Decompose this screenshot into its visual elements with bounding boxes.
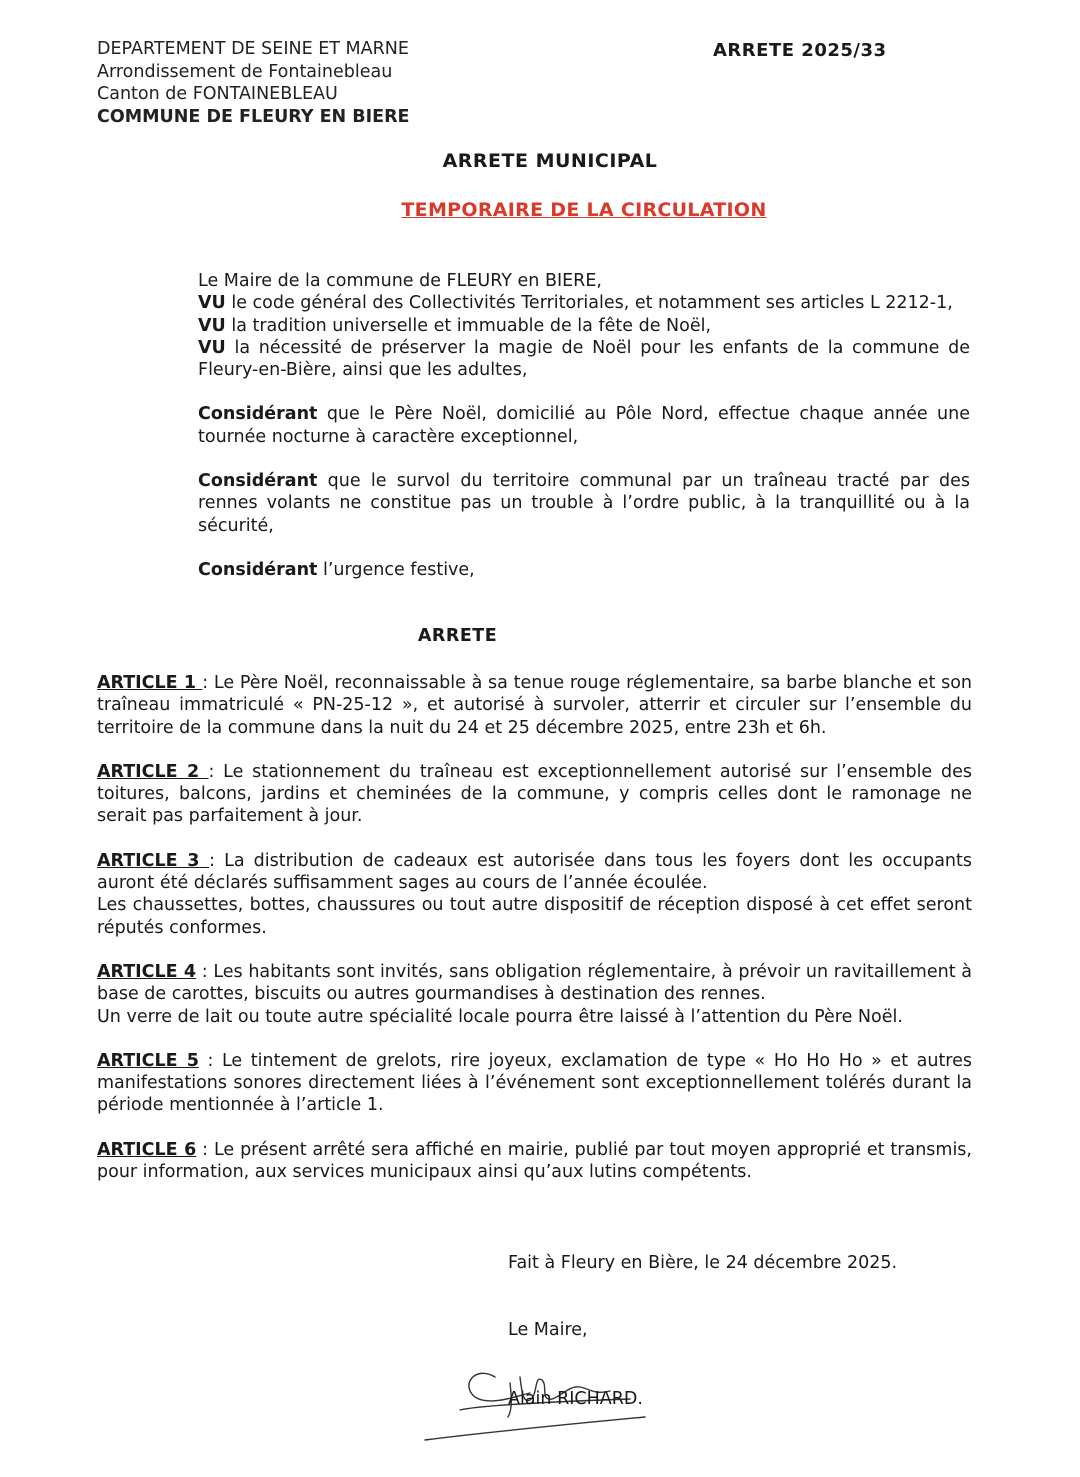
article-text: : Le présent arrêté sera affiché en mairie, publié par tout moyen approprié et transmis, pour information, aux services municipaux ainsi qu’aux lutins compétents. — [97, 1139, 972, 1183]
commune-line: COMMUNE DE FLEURY EN BIERE — [97, 106, 410, 127]
considerant-keyword: Considérant — [198, 404, 318, 425]
article-6 — [97, 1139, 972, 1184]
article-label: ARTICLE 6 — [97, 1139, 197, 1160]
vu-keyword: VU — [198, 337, 226, 358]
vu-clause-1-text: le code général des Collectivités Territoriales, et notamment ses articles L 2212-1, — [225, 293, 953, 314]
vu-clause-2 — [198, 315, 970, 337]
document-subtitle: TEMPORAIRE DE LA CIRCULATION — [401, 199, 767, 221]
place-date-line: Fait à Fleury en Bière, le 24 décembre 2025. — [508, 1253, 898, 1273]
vu-clause-1 — [198, 292, 970, 314]
article-4 — [97, 961, 972, 1028]
considerant-clause-2-text: que le survol du territoire communal par un traîneau tracté par des rennes volants ne constitue pas un trouble à l’ordre public, à la tranquillité ou à la sécurité, — [198, 471, 970, 536]
article-2 — [97, 761, 972, 828]
department-line: DEPARTEMENT DE SEINE ET MARNE — [97, 39, 409, 59]
arrete-heading: ARRETE — [417, 626, 498, 646]
article-text-continued: Les chaussettes, bottes, chaussures ou tout autre dispositif de réception disposé à cet effet seront réputés conformes. — [97, 895, 972, 938]
signatory-role: Le Maire, — [508, 1320, 588, 1340]
canton-line: Canton de FONTAINEBLEAU — [97, 84, 338, 104]
article-text: : Le tintement de grelots, rire joyeux, exclamation de type « Ho Ho Ho » et autres manifestations sonores directement liées à l’événement sont exceptionnellement tolérés durant la période mentionnée à l’article 1. — [97, 1050, 973, 1116]
vu-keyword: VU — [198, 315, 226, 336]
considerant-clause-3-text: l’urgence festive, — [317, 559, 475, 580]
vu-clause-3-text: la nécessité de préserver la magie de Noël pour les enfants de la commune de Fleury-en-Bière, ainsi que les adultes, — [198, 337, 970, 381]
considerant-keyword: Considérant — [198, 559, 318, 580]
decree-reference: ARRETE 2025/33 — [713, 40, 887, 61]
considerant-clause-1-text: que le Père Noël, domicilié au Pôle Nord, effectue chaque année une tournée nocturne à caractère exceptionnel, — [198, 404, 970, 447]
considerant-clause-2 — [198, 470, 970, 537]
arrondissement-line: Arrondissement de Fontainebleau — [97, 61, 393, 82]
considerant-clause-3 — [198, 559, 970, 581]
article-3 — [97, 850, 972, 939]
article-text: : Le stationnement du traîneau est exceptionnellement autorisé sur l’ensemble des toitures, balcons, jardins et cheminées de la commune, y compris celles dont le ramonage ne serait pas parfaitement à jour. — [97, 761, 972, 827]
issuer-header — [97, 38, 410, 128]
article-1 — [97, 672, 972, 739]
article-text: : Les habitants sont invités, sans obligation réglementaire, à prévoir un ravitaillement à base de carottes, biscuits ou autres gourmandises à destination des rennes. — [97, 961, 972, 1005]
article-label: ARTICLE 3 — [97, 850, 210, 871]
article-label: ARTICLE 4 — [97, 961, 197, 982]
considerant-keyword: Considérant — [198, 471, 318, 492]
vu-keyword: VU — [198, 293, 226, 314]
preamble — [198, 270, 970, 581]
articles-list — [97, 672, 972, 1205]
document-title: ARRETE MUNICIPAL — [442, 150, 658, 172]
preamble-intro: Le Maire de la commune de FLEURY en BIERE, — [198, 271, 602, 291]
article-text-continued: Un verre de lait ou toute autre spécialité locale pourra être laissé à l’attention du Père Noël. — [97, 1006, 903, 1027]
vu-clause-2-text: la tradition universelle et immuable de la fête de Noël, — [225, 315, 712, 336]
article-5 — [97, 1050, 972, 1117]
vu-clause-3 — [198, 337, 970, 382]
signatory-name: Alain RICHARD. — [508, 1389, 643, 1409]
article-label: ARTICLE 1 — [97, 673, 203, 693]
article-text: : Le Père Noël, reconnaissable à sa tenue rouge réglementaire, sa barbe blanche et son traîneau immatriculé « PN-25-12 », et autorisé à survoler, atterrir et circuler sur l’ensemble du territoire de la commune dans la nuit du 24 et 25 décembre 2025, entre 23h et 6h. — [97, 673, 972, 738]
considerant-clause-1 — [198, 403, 970, 448]
article-label: ARTICLE 5 — [97, 1050, 199, 1071]
article-label: ARTICLE 2 — [97, 761, 209, 782]
article-text: : La distribution de cadeaux est autorisée dans tous les foyers dont les occupants auront été déclarés suffisamment sages au cours de l’année écoulée. — [97, 850, 973, 894]
